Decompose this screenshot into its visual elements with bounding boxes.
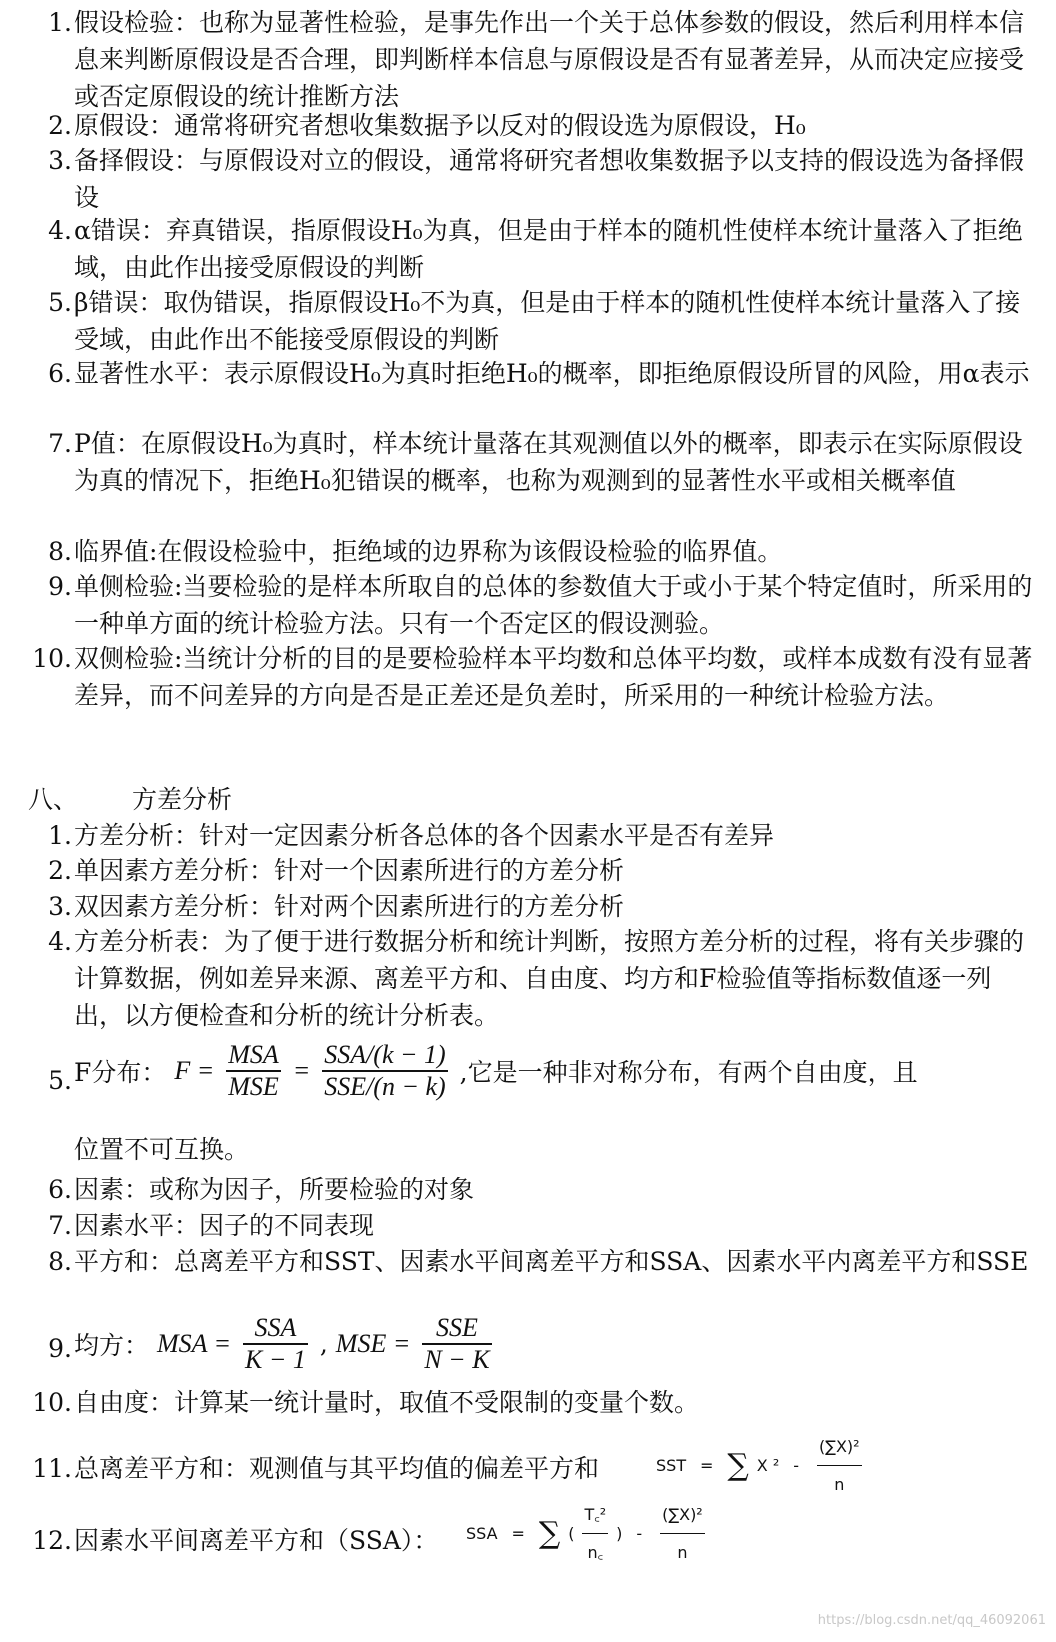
item-number: 7. — [48, 429, 72, 458]
f-denominator-sse: SSE/(n − k) — [324, 1072, 446, 1101]
item-number: 1. — [48, 821, 72, 850]
item-number: 10. — [32, 644, 72, 673]
item-number: 12. — [32, 1526, 72, 1555]
item-text: 自由度：计算某一统计量时，取值不受限制的变量个数。 — [74, 1388, 700, 1417]
item-text: 因素水平：因子的不同表现 — [74, 1211, 375, 1240]
item-text: P值：在原假设H₀为真时，样本统计量落在其观测值以外的概率，即表示在实际原假设为真的情况下，拒绝H₀犯错误的概率，也称为观测到的显著性水平或相关概率值 — [74, 429, 1023, 495]
item-number: 5. — [48, 288, 72, 317]
f-fraction-ms — [226, 1040, 281, 1102]
f-numerator-msa: MSA — [228, 1040, 279, 1069]
msa-denominator: K − 1 — [245, 1345, 306, 1374]
item-label: 总离差平方和：观测值与其平均值的偏差平方和 — [74, 1454, 600, 1483]
item-text: 单因素方差分析：针对一个因素所进行的方差分析 — [74, 856, 625, 885]
list-item — [28, 4, 1028, 116]
item-number: 4. — [48, 927, 72, 956]
item-text: 显著性水平：表示原假设H₀为真时拒绝H₀的概率，即拒绝原假设所冒的风险，用α表示 — [74, 359, 1030, 388]
f-fraction-ss — [322, 1040, 448, 1102]
ssa-fraction-numerator: (∑X)² — [662, 1505, 703, 1524]
item-text: 双侧检验:当统计分析的目的是要检验样本平均数和总体平均数，或样本成数有没有显著差异，而不问差异的方向是否是正差还是负差时，所采用的一种统计检验方法。 — [74, 644, 1033, 710]
ssa-inner-denominator: n꜀ — [582, 1533, 608, 1571]
item-formula-line — [74, 1040, 1034, 1102]
item-text-continuation: 位置不可互换。 — [74, 1135, 250, 1164]
item-number: 1. — [48, 8, 72, 37]
item-text: α错误：弃真错误，指原假设H₀为真，但是由于样本的随机性使样本统计量落入了拒绝域，由此作出接受原假设的判断 — [74, 216, 1023, 282]
msa-numerator: SSA — [254, 1313, 297, 1342]
ssa-minus: - — [636, 1524, 643, 1543]
item-number: 2. — [48, 856, 72, 885]
list-item-sst — [28, 1428, 1028, 1494]
item-formula-line — [74, 1313, 1034, 1375]
item-number: 7. — [48, 1211, 72, 1240]
f-numerator-ssa: SSA/(k − 1) — [324, 1040, 446, 1069]
msa-fraction — [243, 1313, 308, 1375]
mse-denominator: N − K — [424, 1345, 490, 1374]
f-lhs: F = — [174, 1056, 215, 1085]
section-heading — [28, 781, 232, 818]
ssa-inner-fraction — [582, 1496, 608, 1571]
item-number: 10. — [32, 1388, 72, 1417]
ssa-formula — [466, 1496, 709, 1571]
item-number: 9. — [48, 572, 72, 601]
sst-fraction-denominator: n — [817, 1465, 862, 1503]
sst-minus: - — [793, 1456, 799, 1475]
item-text: 原假设：通常将研究者想收集数据予以反对的假设选为原假设，H₀ — [74, 111, 806, 140]
sst-lhs: SST — [656, 1456, 687, 1475]
item-label: 均方： — [74, 1331, 150, 1360]
mse-numerator: SSE — [436, 1313, 478, 1342]
list-item-mean-square — [28, 1313, 1028, 1385]
item-text: 方差分析：针对一定因素分析各总体的各个因素水平是否有差异 — [74, 821, 775, 850]
item-number: 2. — [48, 111, 72, 140]
item-number: 8. — [48, 537, 72, 566]
section-title: 方差分析 — [131, 785, 232, 814]
item-label: 因素水平间离差平方和（SSA）： — [74, 1526, 439, 1555]
ssa-fraction-denominator: n — [660, 1533, 705, 1571]
paren-close-icon: ) — [616, 1524, 623, 1543]
item-text: 单侧检验:当要检验的是样本所取自的总体的参数值大于或小于某个特定值时，所采用的一种单方面的统计检验方法。只有一个否定区的假设测验。 — [74, 572, 1033, 638]
item-text: 因素：或称为因子，所要检验的对象 — [74, 1175, 475, 1204]
watermark: https://blog.csdn.net/qq_46092061 — [817, 1613, 1046, 1628]
f-denominator-mse: MSE — [228, 1072, 279, 1101]
msa-lhs: MSA = — [156, 1329, 232, 1358]
formula-separator: , — [319, 1329, 328, 1359]
item-text: 假设检验：也称为显著性检验，是事先作出一个关于总体参数的假设，然后利用样本信息来判断原假设是否合理，即判断样本信息与原假设是否有显著差异，从而决定应接受或否定原假设的统计推断方法 — [74, 8, 1025, 111]
ssa-equals: = — [511, 1524, 525, 1543]
item-number: 4. — [48, 216, 72, 245]
item-label: F分布： — [74, 1058, 167, 1087]
mse-fraction — [422, 1313, 491, 1375]
sum-icon: ∑ — [727, 1448, 749, 1483]
ssa-inner-numerator: T꜀² — [584, 1505, 607, 1524]
sst-equals: = — [700, 1456, 714, 1475]
item-number: 11. — [32, 1454, 72, 1483]
sst-term: X ² — [756, 1456, 780, 1475]
item-text: 备择假设：与原假设对立的假设，通常将研究者想收集数据予以支持的假设选为备择假设 — [74, 146, 1025, 212]
item-text-tail: ,它是一种非对称分布，有两个自由度，且 — [459, 1058, 918, 1087]
item-number: 9. — [48, 1334, 72, 1363]
item-number: 5. — [48, 1066, 72, 1095]
ssa-fraction — [660, 1496, 705, 1571]
item-number: 3. — [48, 892, 72, 921]
section-number: 八、 — [28, 785, 79, 814]
item-text: 双因素方差分析：针对两个因素所进行的方差分析 — [74, 892, 625, 921]
list-item-f-distribution — [28, 1040, 1028, 1164]
list-item-ssa — [28, 1496, 1028, 1568]
item-number: 8. — [48, 1247, 72, 1276]
sst-formula — [656, 1428, 866, 1503]
item-text: 临界值:在假设检验中，拒绝域的边界称为该假设检验的临界值。 — [74, 537, 783, 566]
mse-lhs: MSE = — [335, 1329, 411, 1358]
item-number: 6. — [48, 359, 72, 388]
item-number: 6. — [48, 1175, 72, 1204]
item-text: β错误：取伪错误，指原假设H₀不为真，但是由于样本的随机性使样本统计量落入了接受域，由此作出不能接受原假设的判断 — [74, 288, 1021, 354]
paren-open-icon: ( — [568, 1524, 575, 1543]
item-text: 方差分析表：为了便于进行数据分析和统计判断，按照方差分析的过程，将有关步骤的计算数据，例如差异来源、离差平方和、自由度、均方和F检验值等指标数值逐一列出，以方便检查和分析的统计分析表。 — [74, 927, 1025, 1030]
sst-fraction-numerator: (∑X)² — [818, 1437, 860, 1456]
f-equals: = — [292, 1056, 311, 1085]
sum-icon: ∑ — [538, 1516, 561, 1551]
ssa-lhs: SSA — [466, 1524, 498, 1543]
item-text: 平方和：总离差平方和SST、因素水平间离差平方和SSA、因素水平内离差平方和SSE — [74, 1247, 1029, 1276]
item-number: 3. — [48, 146, 72, 175]
sst-fraction — [817, 1428, 862, 1503]
